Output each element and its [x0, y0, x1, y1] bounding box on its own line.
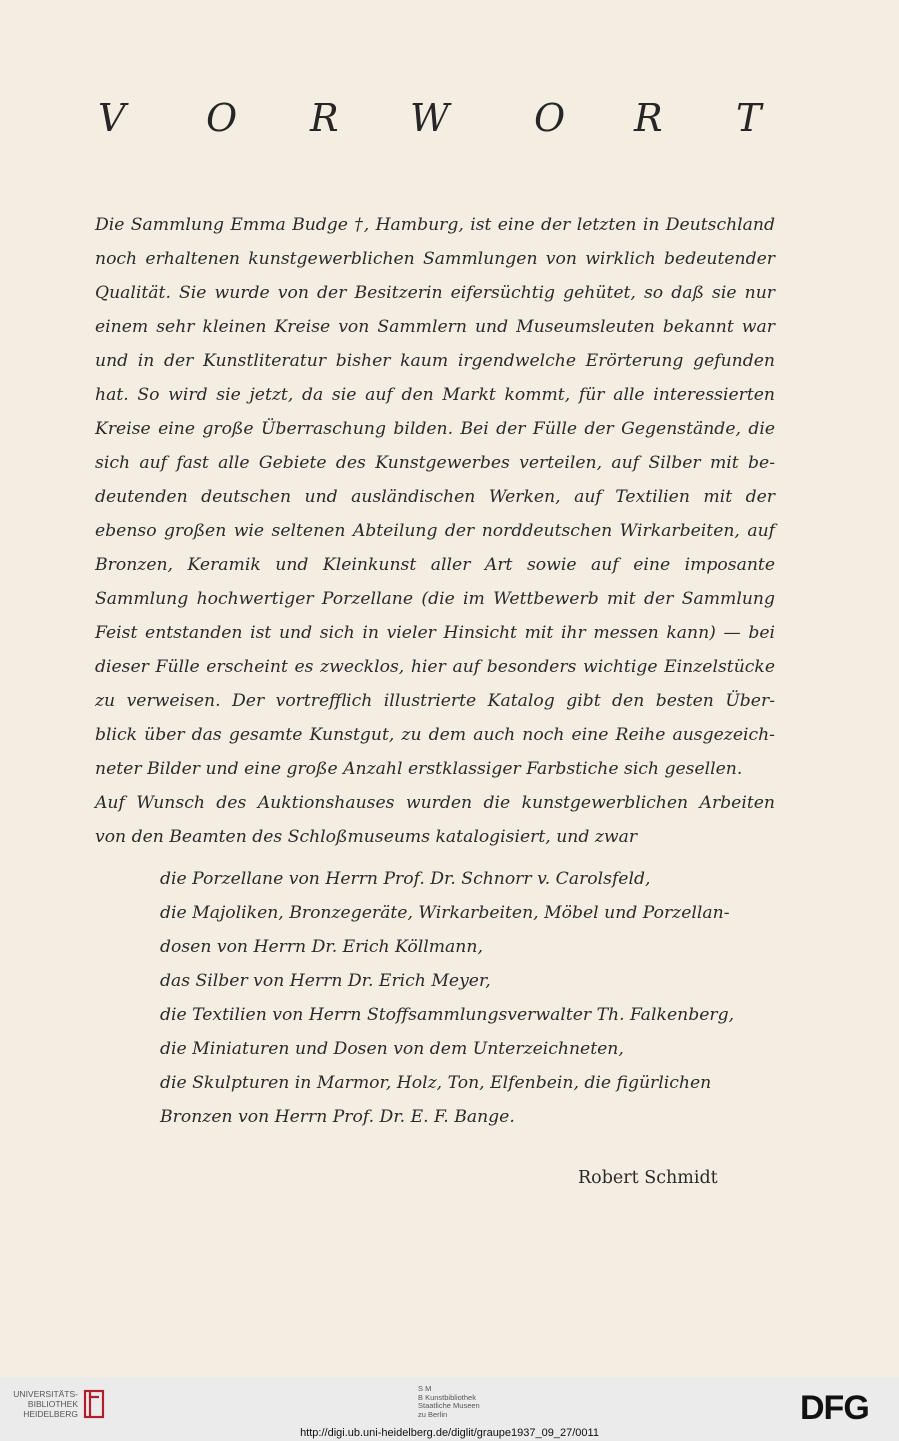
text-line: und in der Kunstliteratur bisher kaum irgendwelche Erörterung gefunden — [95, 351, 775, 371]
text-line: einem sehr kleinen Kreise von Sammlern und Museumsleuten bekannt war — [95, 317, 775, 337]
paragraph-intro — [95, 208, 775, 786]
text-line: Kreise eine große Überraschung bilden. Bei der Fülle der Gegenstände, die — [95, 419, 775, 439]
university-logo-icon — [82, 1387, 106, 1421]
museum-mark-line: Staatliche Museen — [418, 1401, 480, 1410]
title-letter: T — [736, 96, 762, 140]
museum-mark — [418, 1385, 480, 1419]
list-item: die Majoliken, Bronzegeräte, Wirkarbeiten, Möbel und Porzellan- — [160, 903, 730, 923]
university-line: BIBLIOTHEK — [27, 1399, 78, 1409]
text-line: dieser Fülle erscheint es zwecklos, hier auf besonders wichtige Einzelstücke — [95, 657, 775, 677]
list-item: dosen von Herrn Dr. Erich Köllmann, — [160, 937, 483, 957]
title-letter: R — [634, 96, 663, 140]
museum-mark-line: zu Berlin — [418, 1409, 448, 1419]
contributors-list — [160, 862, 770, 1134]
title-letter: V — [98, 96, 126, 140]
paragraph-catalog — [95, 786, 775, 854]
signature: Robert Schmidt — [578, 1168, 718, 1188]
footer-bar — [0, 1377, 899, 1441]
text-line: Feist entstanden ist und sich in vieler Hinsicht mit ihr messen kann) — bei — [95, 623, 775, 643]
page-title — [0, 96, 899, 146]
text-line: zu verweisen. Der vortrefflich illustrierte Katalog gibt den besten Über- — [95, 691, 775, 711]
list-item: die Miniaturen und Dosen von dem Unterzeichneten, — [160, 1039, 624, 1059]
title-letter: R — [310, 96, 339, 140]
text-line: blick über das gesamte Kunstgut, zu dem auch noch eine Reihe ausgezeich- — [95, 725, 775, 745]
text-line: hat. So wird sie jetzt, da sie auf den Markt kommt, für alle interessierten — [95, 385, 775, 405]
text-line: Sammlung hochwertiger Porzellane (die im Wettbewerb mit der Sammlung — [95, 589, 775, 609]
museum-mark-line: S M — [418, 1384, 432, 1393]
text-line: noch erhaltenen kunstgewerblichen Sammlungen von wirklich bedeutender — [95, 249, 775, 269]
text-line: sich auf fast alle Gebiete des Kunstgewerbes verteilen, auf Silber mit be- — [95, 453, 775, 473]
source-url-link[interactable]: http://digi.ub.uni-heidelberg.de/diglit/graupe1937_09_27/0011 — [300, 1427, 599, 1439]
text-line: von den Beamten des Schloßmuseums katalogisiert, und zwar — [95, 827, 638, 847]
text-line: neter Bilder und eine große Anzahl erstklassiger Farbstiche sich gesellen. — [95, 759, 743, 779]
university-line: UNIVERSITÄTS- — [13, 1389, 78, 1399]
text-line: deutenden deutschen und ausländischen Werken, auf Textilien mit der — [95, 487, 775, 507]
title-letter: W — [410, 96, 450, 140]
list-item: die Skulpturen in Marmor, Holz, Ton, Elfenbein, die figürlichen — [160, 1073, 712, 1093]
title-letter: O — [534, 96, 566, 140]
text-line: ebenso großen wie seltenen Abteilung der norddeutschen Wirkarbeiten, auf — [95, 521, 775, 541]
museum-mark-line: B Kunstbibliothek — [418, 1392, 476, 1402]
title-letter: O — [206, 96, 238, 140]
text-line: Bronzen, Keramik und Kleinkunst aller Art sowie auf eine imposante — [95, 555, 775, 575]
university-line: HEIDELBERG — [23, 1409, 78, 1419]
list-item: Bronzen von Herrn Prof. Dr. E. F. Bange. — [160, 1107, 515, 1127]
list-item: das Silber von Herrn Dr. Erich Meyer, — [160, 971, 491, 991]
dfg-logo: DFG — [800, 1389, 869, 1427]
text-line: Qualität. Sie wurde von der Besitzerin eifersüchtig gehütet, so daß sie nur — [95, 283, 775, 303]
text-line: Auf Wunsch des Auktionshauses wurden die kunstgewerblichen Arbeiten — [95, 793, 775, 813]
text-line: Die Sammlung Emma Budge †, Hamburg, ist eine der letzten in Deutschland — [95, 215, 775, 235]
list-item: die Textilien von Herrn Stoffsammlungsverwalter Th. Falkenberg, — [160, 1005, 735, 1025]
university-label — [12, 1389, 78, 1419]
list-item: die Porzellane von Herrn Prof. Dr. Schnorr v. Carolsfeld, — [160, 869, 651, 889]
